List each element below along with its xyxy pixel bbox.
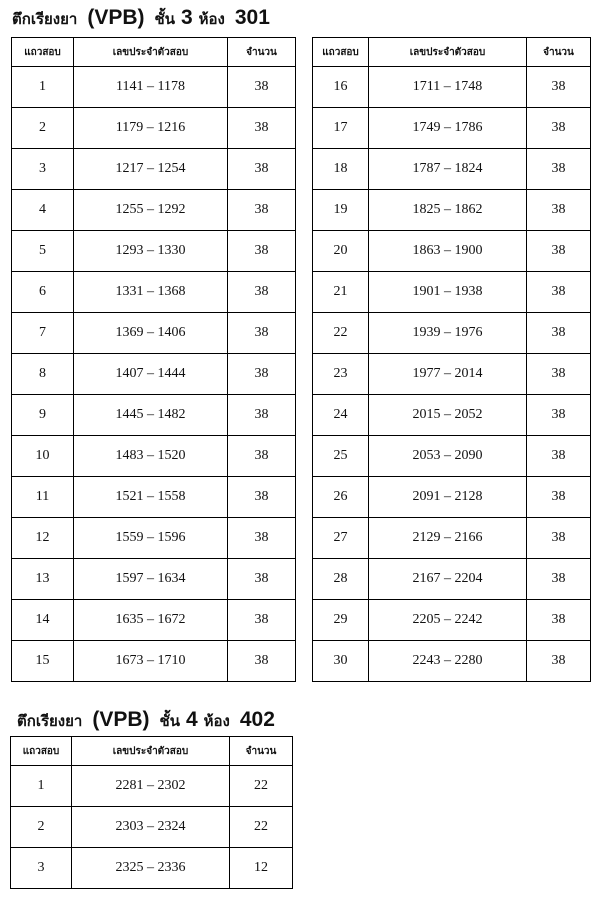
table-header-row [12, 38, 296, 67]
column-header-count: จำนวน [228, 38, 296, 67]
exam-row-cell: 5 [12, 231, 74, 272]
table-row [12, 518, 296, 559]
exam-id-range-cell: 2167 – 2204 [369, 559, 527, 600]
table-row [313, 518, 591, 559]
column-header-id-range: เลขประจำตัวสอบ [72, 737, 230, 766]
exam-row-cell: 27 [313, 518, 369, 559]
exam-id-range-cell: 2281 – 2302 [72, 766, 230, 807]
table-row [12, 190, 296, 231]
exam-row-cell: 21 [313, 272, 369, 313]
table-row [11, 848, 293, 889]
exam-id-range-cell: 1217 – 1254 [74, 149, 228, 190]
room-number: 301 [234, 6, 270, 29]
column-header-row-number: แถวสอบ [11, 737, 72, 766]
table-row [12, 272, 296, 313]
exam-row-cell: 19 [313, 190, 369, 231]
column-header-id-range: เลขประจำตัวสอบ [74, 38, 228, 67]
building-code: (VPB) [87, 6, 145, 29]
exam-id-range-cell: 1141 – 1178 [74, 67, 228, 108]
exam-row-cell: 15 [12, 641, 74, 682]
exam-row-cell: 9 [12, 395, 74, 436]
seat-count-cell: 38 [527, 190, 591, 231]
seat-count-cell: 38 [527, 272, 591, 313]
table-row [313, 149, 591, 190]
table-row [313, 436, 591, 477]
seat-count-cell: 38 [527, 436, 591, 477]
exam-id-range-cell: 2205 – 2242 [369, 600, 527, 641]
exam-row-cell: 2 [12, 108, 74, 149]
floor-label: ชั้น [154, 10, 175, 28]
exam-id-range-cell: 1293 – 1330 [74, 231, 228, 272]
exam-row-cell: 23 [313, 354, 369, 395]
exam-row-cell: 8 [12, 354, 74, 395]
table-row [12, 108, 296, 149]
exam-id-range-cell: 1407 – 1444 [74, 354, 228, 395]
table-row [313, 600, 591, 641]
table-row [313, 108, 591, 149]
exam-row-cell: 3 [12, 149, 74, 190]
exam-id-range-cell: 2015 – 2052 [369, 395, 527, 436]
table-row [12, 600, 296, 641]
exam-row-cell: 16 [313, 67, 369, 108]
exam-row-cell: 30 [313, 641, 369, 682]
exam-row-cell: 4 [12, 190, 74, 231]
exam-row-cell: 11 [12, 477, 74, 518]
seating-table-room-301-left [11, 37, 296, 682]
exam-id-range-cell: 1635 – 1672 [74, 600, 228, 641]
table-row [313, 477, 591, 518]
table-row [11, 807, 293, 848]
table-row [12, 67, 296, 108]
exam-row-cell: 22 [313, 313, 369, 354]
exam-id-range-cell: 2129 – 2166 [369, 518, 527, 559]
table-row [12, 149, 296, 190]
seat-count-cell: 38 [527, 600, 591, 641]
building-code: (VPB) [92, 708, 150, 731]
table-row [313, 231, 591, 272]
exam-id-range-cell: 2243 – 2280 [369, 641, 527, 682]
table-header-row [313, 38, 591, 67]
table-row [12, 641, 296, 682]
seat-count-cell: 38 [228, 67, 296, 108]
floor-label: ชั้น [159, 712, 180, 730]
table-row [313, 272, 591, 313]
exam-id-range-cell: 1179 – 1216 [74, 108, 228, 149]
table-row [12, 436, 296, 477]
exam-id-range-cell: 2325 – 2336 [72, 848, 230, 889]
exam-row-cell: 1 [11, 766, 72, 807]
seat-count-cell: 38 [527, 231, 591, 272]
table-row [12, 559, 296, 600]
seat-count-cell: 38 [228, 641, 296, 682]
exam-id-range-cell: 1711 – 1748 [369, 67, 527, 108]
seat-count-cell: 38 [228, 313, 296, 354]
table-row [12, 395, 296, 436]
seat-count-cell: 12 [230, 848, 293, 889]
seat-count-cell: 38 [228, 477, 296, 518]
exam-id-range-cell: 1445 – 1482 [74, 395, 228, 436]
seat-count-cell: 38 [527, 395, 591, 436]
column-header-row-number: แถวสอบ [12, 38, 74, 67]
seat-count-cell: 38 [527, 67, 591, 108]
seating-table-room-402 [10, 736, 293, 889]
building-name: ตึกเรียงยา [17, 712, 83, 730]
exam-row-cell: 12 [12, 518, 74, 559]
seat-count-cell: 38 [527, 559, 591, 600]
table-row [12, 477, 296, 518]
exam-id-range-cell: 1369 – 1406 [74, 313, 228, 354]
exam-row-cell: 13 [12, 559, 74, 600]
exam-id-range-cell: 1597 – 1634 [74, 559, 228, 600]
table-row [12, 354, 296, 395]
room-label: ห้อง [203, 712, 230, 730]
exam-row-cell: 2 [11, 807, 72, 848]
table-row [313, 313, 591, 354]
seat-count-cell: 38 [228, 559, 296, 600]
exam-row-cell: 18 [313, 149, 369, 190]
exam-row-cell: 1 [12, 67, 74, 108]
floor-number: 4 [185, 708, 198, 731]
column-header-count: จำนวน [230, 737, 293, 766]
exam-id-range-cell: 1901 – 1938 [369, 272, 527, 313]
floor-number: 3 [180, 6, 193, 29]
seat-count-cell: 38 [228, 108, 296, 149]
seat-count-cell: 38 [228, 518, 296, 559]
seating-table-room-301-right [312, 37, 591, 682]
exam-id-range-cell: 1749 – 1786 [369, 108, 527, 149]
exam-id-range-cell: 1255 – 1292 [74, 190, 228, 231]
exam-id-range-cell: 2303 – 2324 [72, 807, 230, 848]
seat-count-cell: 22 [230, 807, 293, 848]
table-row [313, 190, 591, 231]
exam-id-range-cell: 1673 – 1710 [74, 641, 228, 682]
exam-id-range-cell: 1483 – 1520 [74, 436, 228, 477]
exam-row-cell: 26 [313, 477, 369, 518]
table-row [11, 766, 293, 807]
exam-id-range-cell: 1331 – 1368 [74, 272, 228, 313]
exam-row-cell: 3 [11, 848, 72, 889]
seat-count-cell: 38 [228, 190, 296, 231]
seat-count-cell: 38 [228, 272, 296, 313]
table-row [313, 354, 591, 395]
seat-count-cell: 38 [228, 149, 296, 190]
exam-row-cell: 20 [313, 231, 369, 272]
exam-row-cell: 25 [313, 436, 369, 477]
seat-count-cell: 38 [527, 149, 591, 190]
exam-id-range-cell: 1521 – 1558 [74, 477, 228, 518]
seat-count-cell: 38 [228, 231, 296, 272]
exam-row-cell: 28 [313, 559, 369, 600]
exam-id-range-cell: 1977 – 2014 [369, 354, 527, 395]
seat-count-cell: 38 [228, 600, 296, 641]
seat-count-cell: 22 [230, 766, 293, 807]
exam-id-range-cell: 1787 – 1824 [369, 149, 527, 190]
exam-id-range-cell: 1863 – 1900 [369, 231, 527, 272]
column-header-id-range: เลขประจำตัวสอบ [369, 38, 527, 67]
exam-id-range-cell: 1825 – 1862 [369, 190, 527, 231]
table-header-row [11, 737, 293, 766]
seat-count-cell: 38 [527, 108, 591, 149]
room-label: ห้อง [198, 10, 225, 28]
seat-count-cell: 38 [527, 354, 591, 395]
seat-count-cell: 38 [527, 477, 591, 518]
room-number: 402 [239, 708, 275, 731]
table-row [313, 641, 591, 682]
seat-count-cell: 38 [527, 641, 591, 682]
table-row [12, 231, 296, 272]
exam-id-range-cell: 1939 – 1976 [369, 313, 527, 354]
seat-count-cell: 38 [228, 354, 296, 395]
exam-row-cell: 14 [12, 600, 74, 641]
seat-count-cell: 38 [228, 395, 296, 436]
section-heading-room-402 [17, 708, 275, 733]
table-row [313, 559, 591, 600]
section-heading-room-301 [12, 6, 270, 31]
table-row [313, 67, 591, 108]
seat-count-cell: 38 [527, 313, 591, 354]
exam-id-range-cell: 1559 – 1596 [74, 518, 228, 559]
building-name: ตึกเรียงยา [12, 10, 78, 28]
exam-row-cell: 24 [313, 395, 369, 436]
column-header-count: จำนวน [527, 38, 591, 67]
column-header-row-number: แถวสอบ [313, 38, 369, 67]
exam-row-cell: 7 [12, 313, 74, 354]
exam-row-cell: 6 [12, 272, 74, 313]
exam-row-cell: 29 [313, 600, 369, 641]
seat-count-cell: 38 [527, 518, 591, 559]
exam-id-range-cell: 2053 – 2090 [369, 436, 527, 477]
exam-row-cell: 10 [12, 436, 74, 477]
exam-id-range-cell: 2091 – 2128 [369, 477, 527, 518]
table-row [12, 313, 296, 354]
seat-count-cell: 38 [228, 436, 296, 477]
table-row [313, 395, 591, 436]
exam-row-cell: 17 [313, 108, 369, 149]
